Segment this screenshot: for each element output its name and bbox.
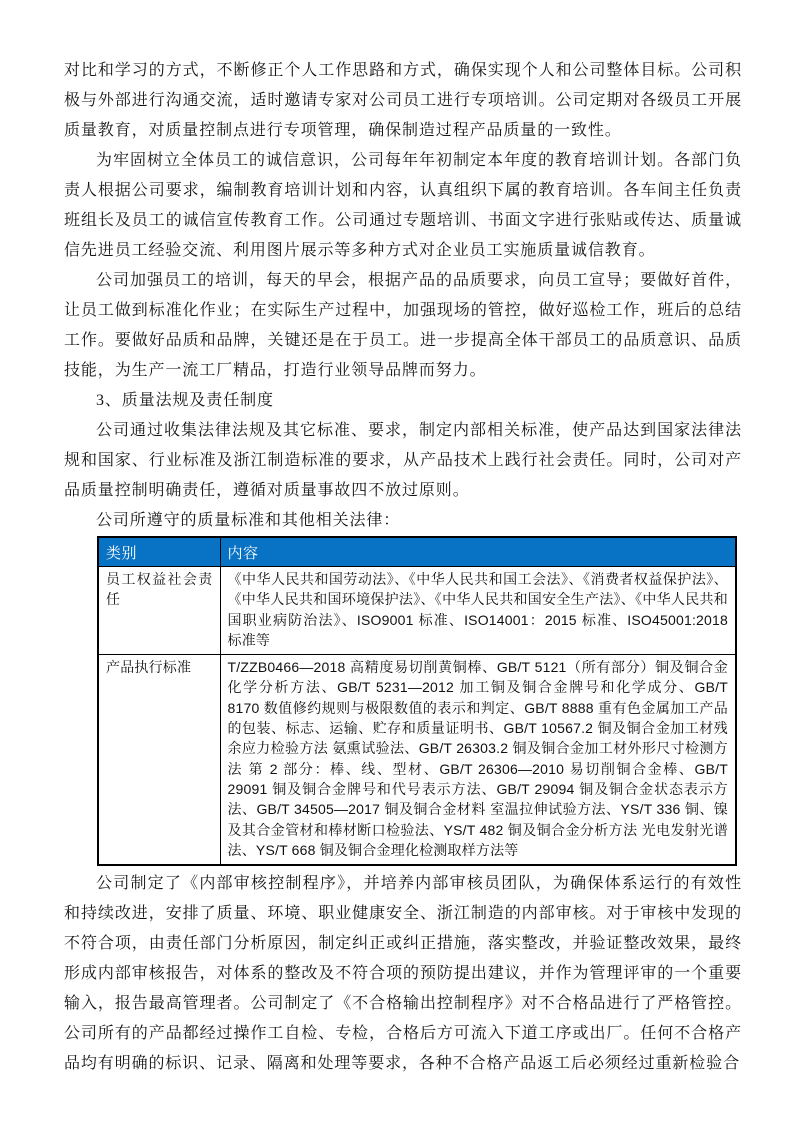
category-cell: 产品执行标准 — [98, 655, 220, 865]
paragraph-integrity-education: 为牢固树立全体员工的诚信意识，公司每年年初制定本年度的教育培训计划。各部门负责人根据公司要求，编制教育培训计划和内容，认真组织下属的教育培训。各车间主任负责班组长及员工的诚信宣传教育工作。公司通过专题培训、书面文字进行张贴或传达、质量诚信先进员工经验交流、利用图片展示等多种方式对企业员工实施质量诚信教育。 — [64, 152, 742, 259]
quality-standards-table — [97, 536, 737, 866]
content-cell: T/ZZB0466—2018 高精度易切削黄铜棒、GB/T 5121（所有部分）铜及铜合金化学分析方法、GB/T 5231—2012 加工铜及铜合金牌号和化学成分、GB/T 8170 数值修约规则与极限数值的表示和判定、GB/T 8888 重有色金属加工产品的包装、标志、运输、贮存和质量证明书、GB/T 10567.2 铜及铜合金加工材残余应力检验方法 氨熏试验法、GB/T 26303.2 铜及铜合金加工材外形尺寸检测方法 第 2 部分：棒、线、型材、GB/T 26306—2010 易切削铜合金棒、GB/T 29091 铜及铜合金牌号和代号表示方法、GB/T 29094 铜及铜合金状态表示方法、GB/T 34505—2017 铜及铜合金材料 室温拉伸试验方法、YS/T 336 铜、镍及其合金管材和棒材断口检验法、YS/T 482 铜及铜合金分析方法 光电发射光谱法、YS/T 668 铜及铜合金理化检测取样方法等 — [220, 655, 736, 865]
paragraph-employee-training: 公司加强员工的培训，每天的早会，根据产品的品质要求，向员工宣导；要做好首件，让员工做到标准化作业；在实际生产过程中，加强现场的管控，做好巡检工作，班后的总结工作。要做好品质和品牌，关键还是在于员工。进一步提高全体干部员工的品质意识、品质技能，为生产一流工厂精品，打造行业领导品牌而努力。 — [64, 272, 742, 379]
table-header-category: 类别 — [98, 537, 220, 567]
table-header-row — [98, 537, 736, 567]
paragraph-table-lead-in: 公司所遵守的质量标准和其他相关法律： — [96, 512, 401, 529]
section-heading-quality-regulations: 3、质量法规及责任制度 — [96, 392, 274, 409]
paragraph-regulations-standards: 公司通过收集法律法规及其它标准、要求，制定内部相关标准，使产品达到国家法律法规和国家、行业标准及浙江制造标准的要求，从产品技术上践行社会责任。同时，公司对产品质量控制明确责任，遵循对质量事故四不放过原则。 — [64, 422, 742, 499]
category-cell: 员工权益社会责任 — [98, 567, 220, 655]
paragraph-internal-audit: 公司制定了《内部审核控制程序》，并培养内部审核员团队，为确保体系运行的有效性和持续改进，安排了质量、环境、职业健康安全、浙江制造的内部审核。对于审核中发现的不符合项，由责任部门分析原因，制定纠正或纠正措施，落实整改，并验证整改效果，最终形成内部审核报告，对体系的整改及不符合项的预防提出建议，并作为管理评审的一个重要输入，报告最高管理者。公司制定了《不合格输出控制程序》对不合格品进行了严格管控。公司所有的产品都经过操作工自检、专检，合格后方可流入下道工序或出厂。任何不合格产品均有明确的标识、记录、隔离和处理等要求，各种不合格产品返工后必须经过重新检验合 — [64, 875, 742, 1073]
content-cell: 《中华人民共和国劳动法》、《中华人民共和国工会法》、《消费者权益保护法》、《中华人民共和国环境保护法》、《中华人民共和国安全生产法》、《中华人民共和国职业病防治法》、ISO9001 标准、ISO14001：2015 标准、ISO45001:2018 标准等 — [220, 567, 736, 655]
table-header-content: 内容 — [220, 537, 736, 567]
table-row-product-standards — [98, 655, 736, 865]
table-row-employee-rights — [98, 567, 736, 655]
document-content — [64, 56, 742, 1079]
paragraph-goals-continuation: 对比和学习的方式，不断修正个人工作思路和方式，确保实现个人和公司整体目标。公司积极与外部进行沟通交流，适时邀请专家对公司员工进行专项培训。公司定期对各级员工开展质量教育，对质量控制点进行专项管理，确保制造过程产品质量的一致性。 — [64, 62, 742, 139]
